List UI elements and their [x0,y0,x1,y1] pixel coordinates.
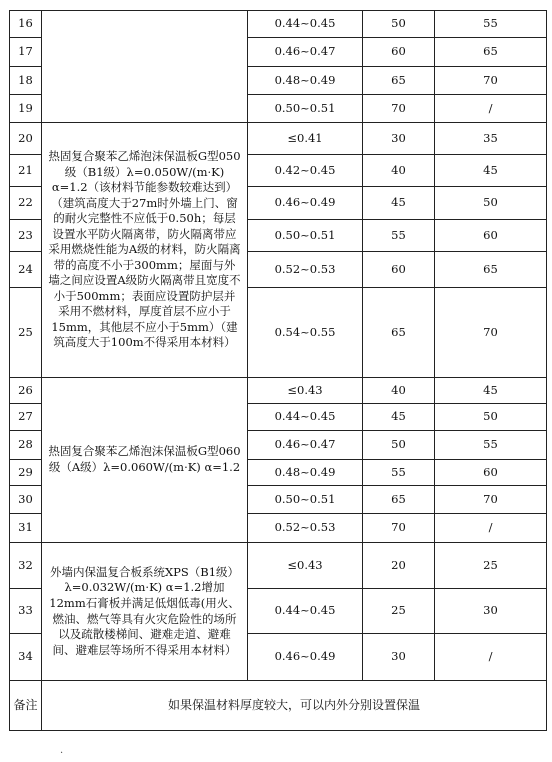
thickness-a: 55 [363,460,435,486]
thickness-a: 40 [363,378,435,404]
k-value-range: 0.46~0.47 [248,431,363,460]
thickness-b: / [435,514,547,543]
thickness-a: 30 [363,634,435,681]
k-value-range: 0.48~0.49 [248,460,363,486]
thickness-a: 50 [363,11,435,38]
footer-mark: · [60,748,64,759]
thickness-a: 30 [363,123,435,155]
thickness-a: 45 [363,187,435,220]
remarks-text: 如果保温材料厚度较大，可以内外分别设置保温 [42,681,547,731]
row-number: 24 [10,252,42,288]
row-number: 19 [10,95,42,123]
material-description: 热固复合聚苯乙烯泡沫保温板G型060级（A级）λ=0.060W/(m·K) α=1.2 [42,378,248,543]
thickness-b: 55 [435,11,547,38]
thickness-b: / [435,634,547,681]
thickness-a: 45 [363,404,435,431]
row-number: 26 [10,378,42,404]
material-description: 热固复合聚苯乙烯泡沫保温板G型050级（B1级）λ=0.050W/(m·K) α=1.2（该材料节能参数较难达到）（建筑高度大于27m时外墙上门、窗的耐火完整性不应低于0.50h；每层设置水平防火隔离带，防火隔离带应采用燃烧性能为A级的材料，防火隔离带的高度不小于300mm；屋面与外墙之间应设置A级防火隔离带且宽度不小于500mm；表面应设置防护层并采用不燃材料，厚度首层不应小于15mm，其他层不应小于5mm）（建筑高度大于100m不得采用本材料） [42,123,248,378]
thickness-b: 50 [435,187,547,220]
table-row [10,123,547,155]
row-number: 18 [10,67,42,95]
k-value-range: 0.44~0.45 [248,11,363,38]
k-value-range: 0.46~0.47 [248,38,363,67]
thickness-b: 25 [435,543,547,589]
thickness-a: 70 [363,95,435,123]
thickness-b: 70 [435,67,547,95]
thickness-b: / [435,95,547,123]
k-value-range: 0.50~0.51 [248,220,363,252]
thickness-b: 70 [435,486,547,514]
table-row [10,11,547,38]
material-description-empty [42,11,248,123]
row-number: 34 [10,634,42,681]
thickness-b: 30 [435,589,547,634]
row-number: 30 [10,486,42,514]
row-number: 22 [10,187,42,220]
thickness-b: 55 [435,431,547,460]
k-value-range: 0.52~0.53 [248,252,363,288]
thickness-a: 70 [363,514,435,543]
thickness-b: 65 [435,252,547,288]
thickness-b: 60 [435,460,547,486]
thickness-a: 40 [363,155,435,187]
thickness-a: 60 [363,38,435,67]
row-number: 33 [10,589,42,634]
k-value-range: 0.48~0.49 [248,67,363,95]
k-value-range: 0.46~0.49 [248,187,363,220]
thickness-b: 45 [435,378,547,404]
remarks-label: 备注 [10,681,42,731]
table-row [10,543,547,589]
k-value-range: 0.42~0.45 [248,155,363,187]
k-value-range: 0.44~0.45 [248,404,363,431]
k-value-range: 0.46~0.49 [248,634,363,681]
k-value-range: 0.50~0.51 [248,95,363,123]
thickness-b: 50 [435,404,547,431]
row-number: 16 [10,11,42,38]
thickness-b: 70 [435,288,547,378]
row-number: 17 [10,38,42,67]
row-number: 27 [10,404,42,431]
row-number: 20 [10,123,42,155]
k-value-range: 0.44~0.45 [248,589,363,634]
remarks-row [10,681,547,731]
thickness-a: 65 [363,67,435,95]
k-value-range: 0.54~0.55 [248,288,363,378]
thickness-a: 25 [363,589,435,634]
k-value-range: 0.52~0.53 [248,514,363,543]
thickness-b: 35 [435,123,547,155]
row-number: 31 [10,514,42,543]
thickness-a: 65 [363,288,435,378]
row-number: 28 [10,431,42,460]
thickness-b: 45 [435,155,547,187]
k-value-range: ≤0.41 [248,123,363,155]
thickness-b: 65 [435,38,547,67]
k-value-range: ≤0.43 [248,543,363,589]
row-number: 25 [10,288,42,378]
row-number: 23 [10,220,42,252]
thickness-a: 65 [363,486,435,514]
thickness-b: 60 [435,220,547,252]
k-value-range: 0.50~0.51 [248,486,363,514]
material-description: 外墙内保温复合板系统XPS（B1级）λ=0.032W/(m·K) α=1.2增加12mm石膏板并满足低烟低毒(用火、燃油、燃气等具有火灾危险性的场所以及疏散楼梯间、避难走道、避难间、避难层等场所不得采用本材料） [42,543,248,681]
k-value-range: ≤0.43 [248,378,363,404]
thickness-a: 20 [363,543,435,589]
insulation-spec-table [9,10,547,731]
row-number: 21 [10,155,42,187]
row-number: 32 [10,543,42,589]
thickness-a: 50 [363,431,435,460]
row-number: 29 [10,460,42,486]
thickness-a: 60 [363,252,435,288]
thickness-a: 55 [363,220,435,252]
table-row [10,378,547,404]
